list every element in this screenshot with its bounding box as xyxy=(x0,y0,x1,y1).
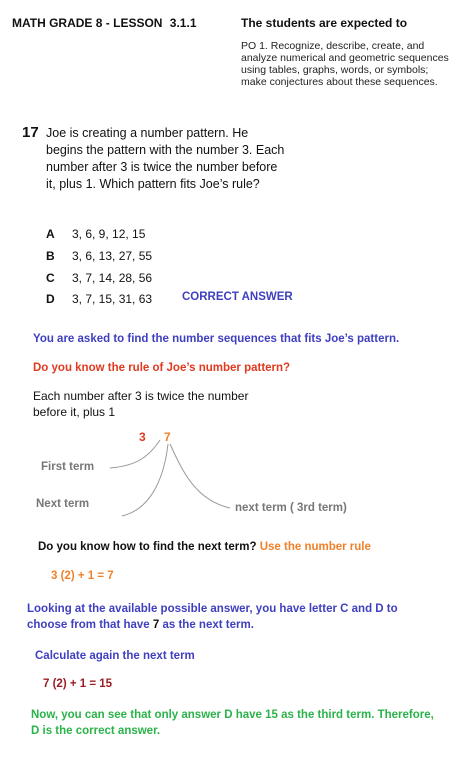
po-standard-text: PO 1. Recognize, describe, create, and analyze numerical and geometric sequences using tables, graphs, words, or symbols; make conjectures about these sequences. xyxy=(241,40,449,88)
lesson-number: 3.1.1 xyxy=(169,16,197,30)
looking-pre: Looking at the available possible answer, you have letter C and D to choose from that have xyxy=(27,603,398,631)
choice-text: 3, 6, 9, 12, 15 xyxy=(72,227,146,241)
intro-text: You are asked to find the number sequences that fits Joe’s pattern. xyxy=(33,333,400,345)
curve-first-term xyxy=(110,440,160,468)
conclusion-text: Now, you can see that only answer D have 15 as the third term. Therefore, D is the correct answer. xyxy=(31,709,434,737)
correct-answer-tag: CORRECT ANSWER xyxy=(182,291,293,303)
curve-third-term xyxy=(170,444,230,508)
calculate-again-text: Calculate again the next term xyxy=(35,650,195,662)
choice-letter: B xyxy=(46,249,55,263)
choice-text: 3, 7, 14, 28, 56 xyxy=(72,271,153,285)
looking-text xyxy=(27,601,437,633)
second-number: 7 xyxy=(164,430,171,444)
question-number: 17 xyxy=(22,124,39,141)
lesson-label: MATH GRADE 8 - LESSON xyxy=(12,16,163,30)
next-term-question-line xyxy=(38,541,371,553)
choice-letter: A xyxy=(46,227,55,241)
first-number: 3 xyxy=(139,430,146,444)
calculation-1: 3 (2) + 1 = 7 xyxy=(51,570,114,582)
rule-text: Each number after 3 is twice the number before it, plus 1 xyxy=(33,389,249,419)
first-term-label: First term xyxy=(41,461,95,473)
choice-text: 3, 6, 13, 27, 55 xyxy=(72,249,153,263)
third-term-label: next term ( 3rd term) xyxy=(235,502,347,514)
next-term-question: Do you know how to find the next term? xyxy=(38,541,257,553)
choice-letter: D xyxy=(46,292,55,306)
expected-title: The students are expected to xyxy=(241,16,408,30)
question-text: Joe is creating a number pattern. He begins the pattern with the number 3. Each number after 3 is twice the number before it, plus 1. Which pattern fits Joe’s rule? xyxy=(46,126,285,191)
looking-number: 7 xyxy=(152,619,160,631)
rule-question: Do you know the rule of Joe’s number pattern? xyxy=(33,362,291,374)
curve-next-term xyxy=(122,444,168,516)
calculation-2: 7 (2) + 1 = 15 xyxy=(43,678,113,690)
choice-text: 3, 7, 15, 31, 63 xyxy=(72,292,153,306)
use-rule-text: Use the number rule xyxy=(259,541,371,553)
choice-letter: C xyxy=(46,271,55,285)
looking-post: as the next term. xyxy=(159,619,254,631)
next-term-label: Next term xyxy=(36,498,90,510)
